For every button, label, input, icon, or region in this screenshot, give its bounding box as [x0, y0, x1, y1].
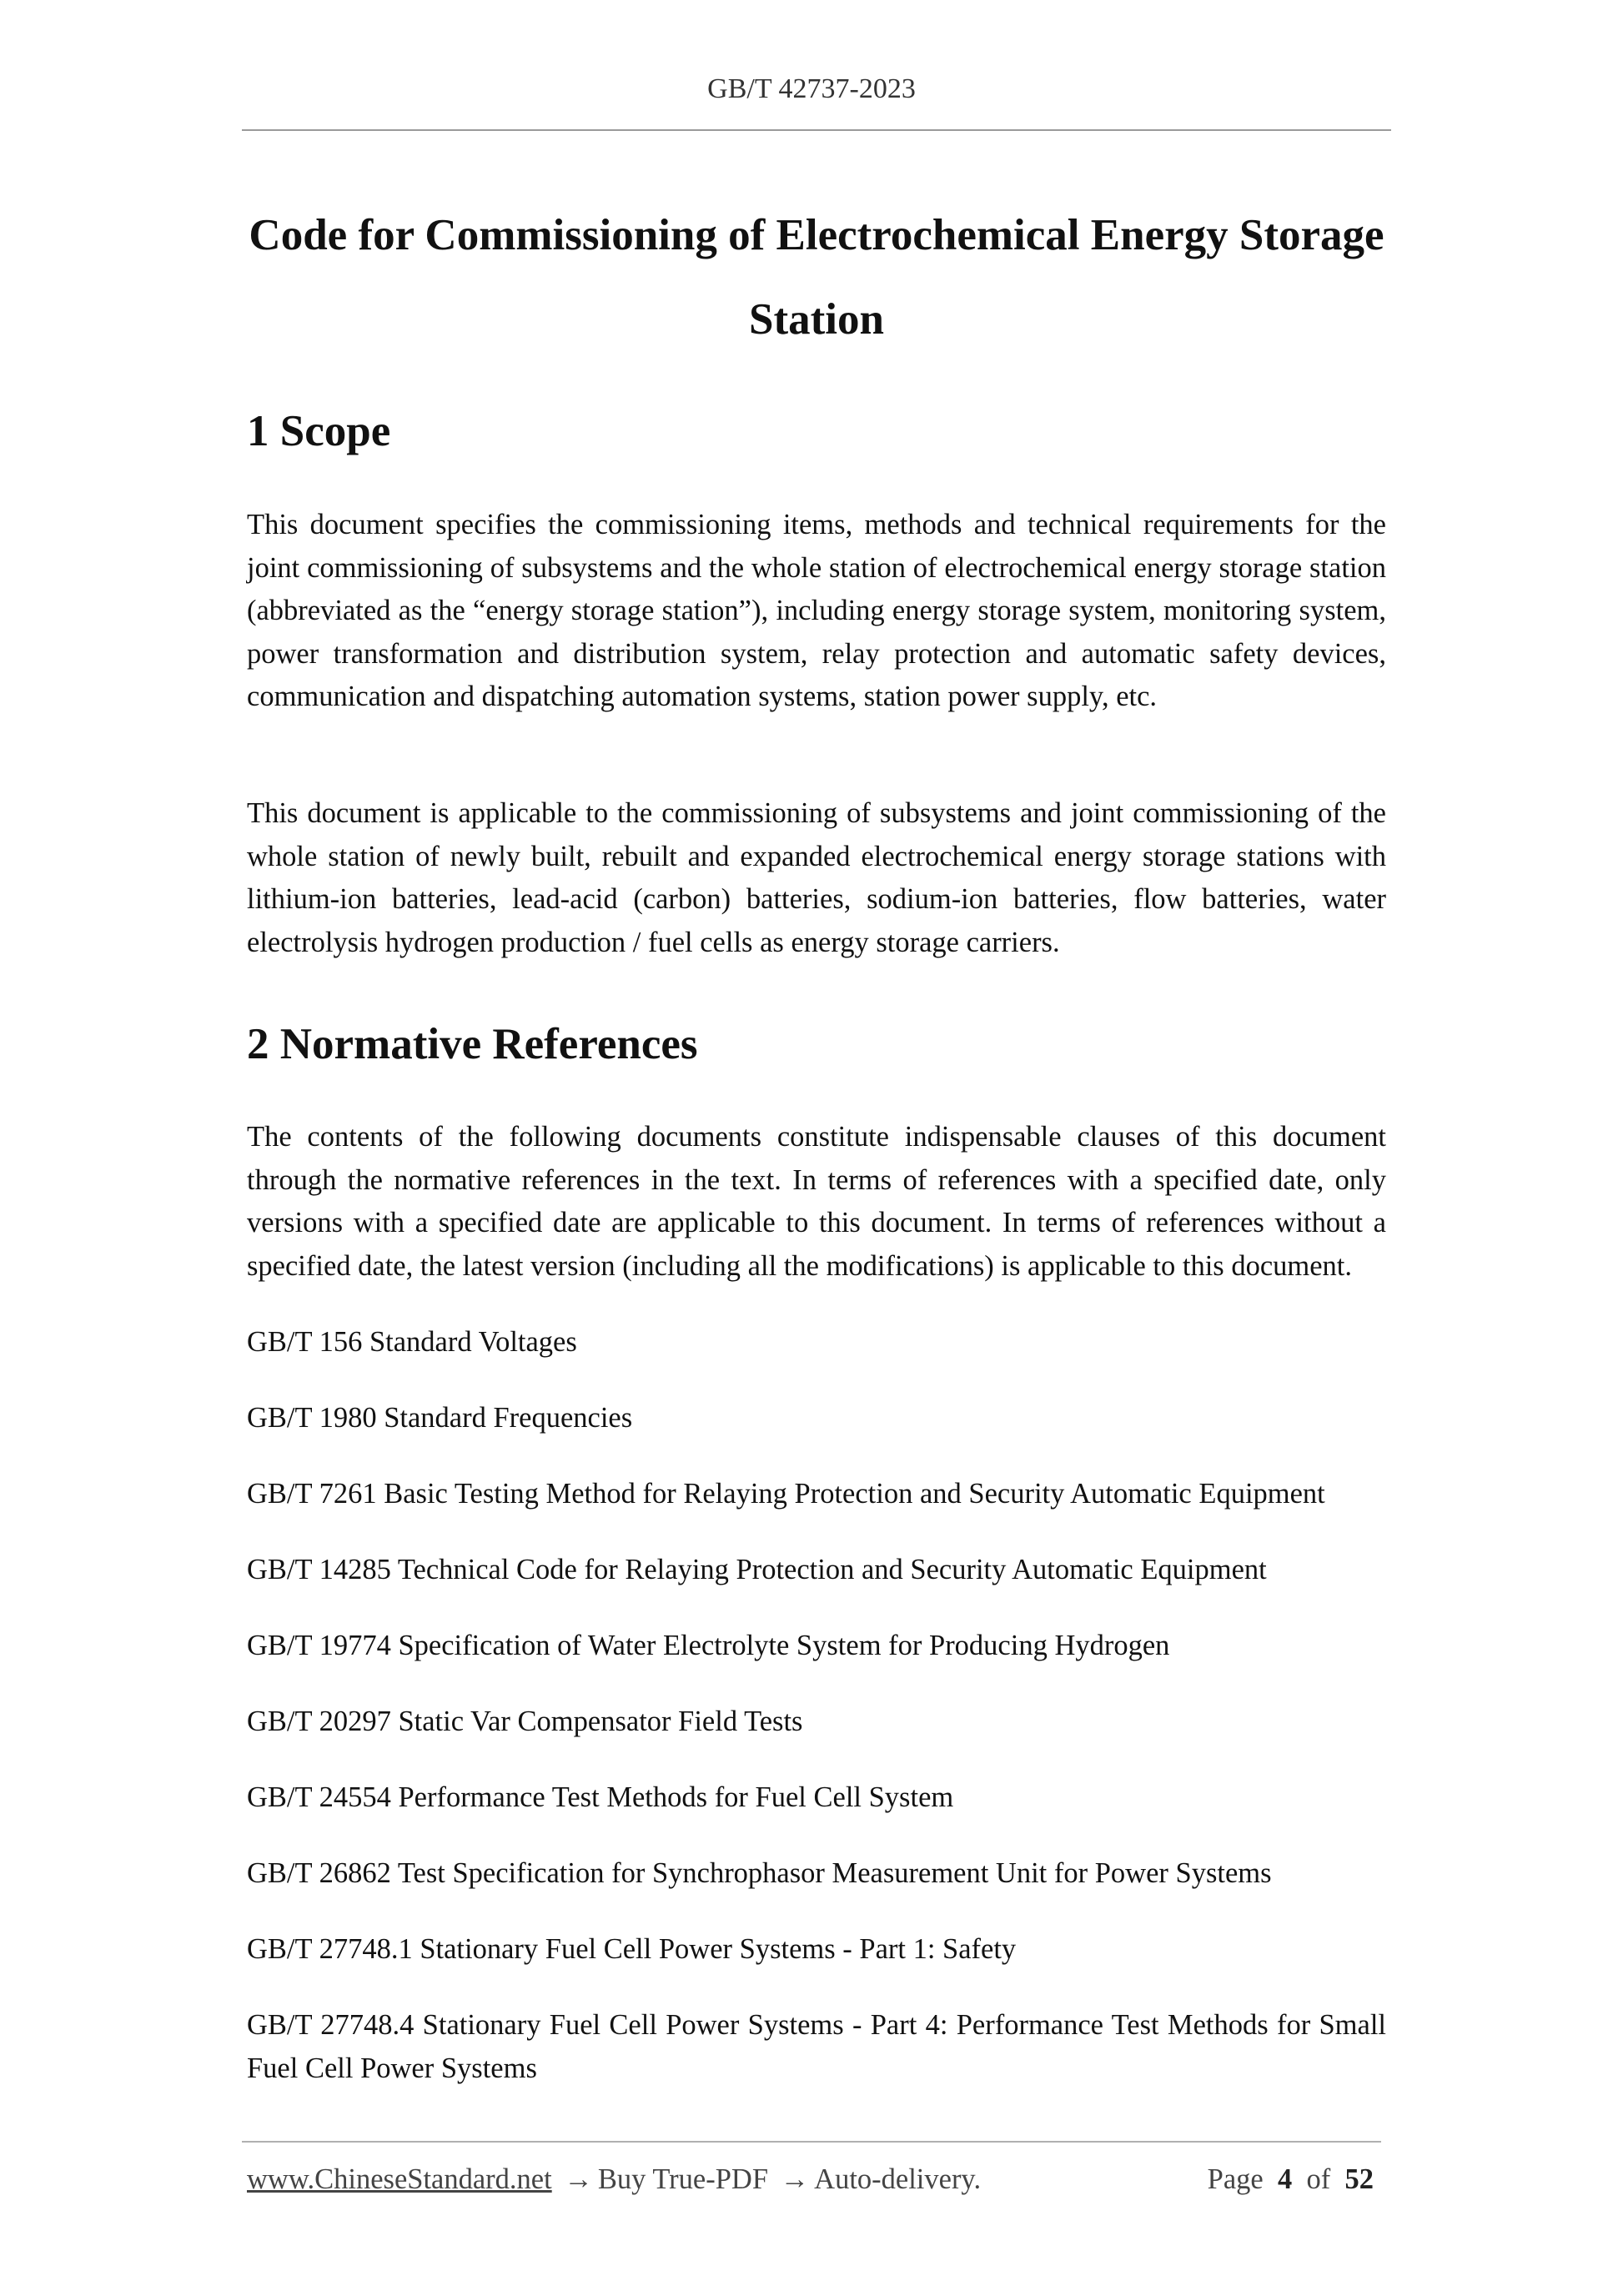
reference-item: GB/T 24554 Performance Test Methods for Fuel Cell System: [247, 1781, 954, 1813]
page-number: [1208, 2163, 1374, 2196]
reference-item: GB/T 1980 Standard Frequencies: [247, 1402, 633, 1434]
arrow-right-icon: →: [564, 2163, 593, 2195]
reference-item: GB/T 27748.1 Stationary Fuel Cell Power Systems - Part 1: Safety: [247, 1933, 1017, 1965]
footer-divider: [242, 2141, 1381, 2143]
section-heading-normative-references: 2 Normative References: [247, 1020, 698, 1068]
reference-item: GB/T 26862 Test Specification for Synchrophasor Measurement Unit for Power Systems: [247, 1857, 1272, 1889]
section-heading-scope: 1 Scope: [247, 407, 391, 455]
page-total: 52: [1344, 2163, 1374, 2195]
header-standard-code: GB/T 42737-2023: [707, 73, 916, 104]
scope-paragraph-1: This document specifies the commissioning items, methods and technical requirements for the joint commissioning of subsystems and the whole station of electrochemical energy storage station (abbreviated as the “energy storage station”), including energy storage system, monitoring system, power transformation and distribution system, relay protection and automatic safety devices, communication and dispatching automation systems, station power supply, etc.: [247, 509, 1386, 712]
reference-item: GB/T 27748.4 Stationary Fuel Cell Power Systems - Part 4: Performance Test Methods for Small Fuel Cell Power Systems: [247, 2009, 1386, 2084]
reference-item: GB/T 19774 Specification of Water Electrolyte System for Producing Hydrogen: [247, 1630, 1170, 1661]
header-divider: [242, 129, 1391, 131]
reference-item: GB/T 14285 Technical Code for Relaying Protection and Security Automatic Equipment: [247, 1554, 1267, 1585]
buy-true-pdf-text: Buy True-PDF: [597, 2163, 769, 2195]
reference-item: GB/T 156 Standard Voltages: [247, 1326, 577, 1358]
footer-promo: [247, 2163, 981, 2196]
page-current: 4: [1278, 2163, 1293, 2195]
page-of: of: [1306, 2163, 1331, 2195]
scope-paragraph-2: This document is applicable to the commissioning of subsystems and joint commissioning of the whole station of newly built, rebuilt and expanded electrochemical energy storage stations with lithium-ion batteries, lead-acid (carbon) batteries, sodium-ion batteries, flow batteries, water electrolysis hydrogen production / fuel cells as energy storage carriers.: [247, 797, 1386, 958]
arrow-right-icon: →: [780, 2163, 810, 2195]
document-title: Code for Commissioning of Electrochemical Energy Storage Station: [249, 211, 1384, 344]
site-link[interactable]: www.ChineseStandard.net: [247, 2163, 552, 2195]
auto-delivery-text: Auto-delivery.: [814, 2163, 982, 2195]
reference-item: GB/T 7261 Basic Testing Method for Relaying Protection and Security Automatic Equipment: [247, 1478, 1325, 1510]
page-label: Page: [1207, 2163, 1264, 2195]
reference-item: GB/T 20297 Static Var Compensator Field Tests: [247, 1706, 803, 1737]
normative-references-intro: The contents of the following documents constitute indispensable clauses of this document through the normative references in the text. In terms of references with a specified date, only versions with a specified date are applicable to this document. In terms of references without a specified date, the latest version (including all the modifications) is applicable to this document.: [247, 1121, 1386, 1282]
